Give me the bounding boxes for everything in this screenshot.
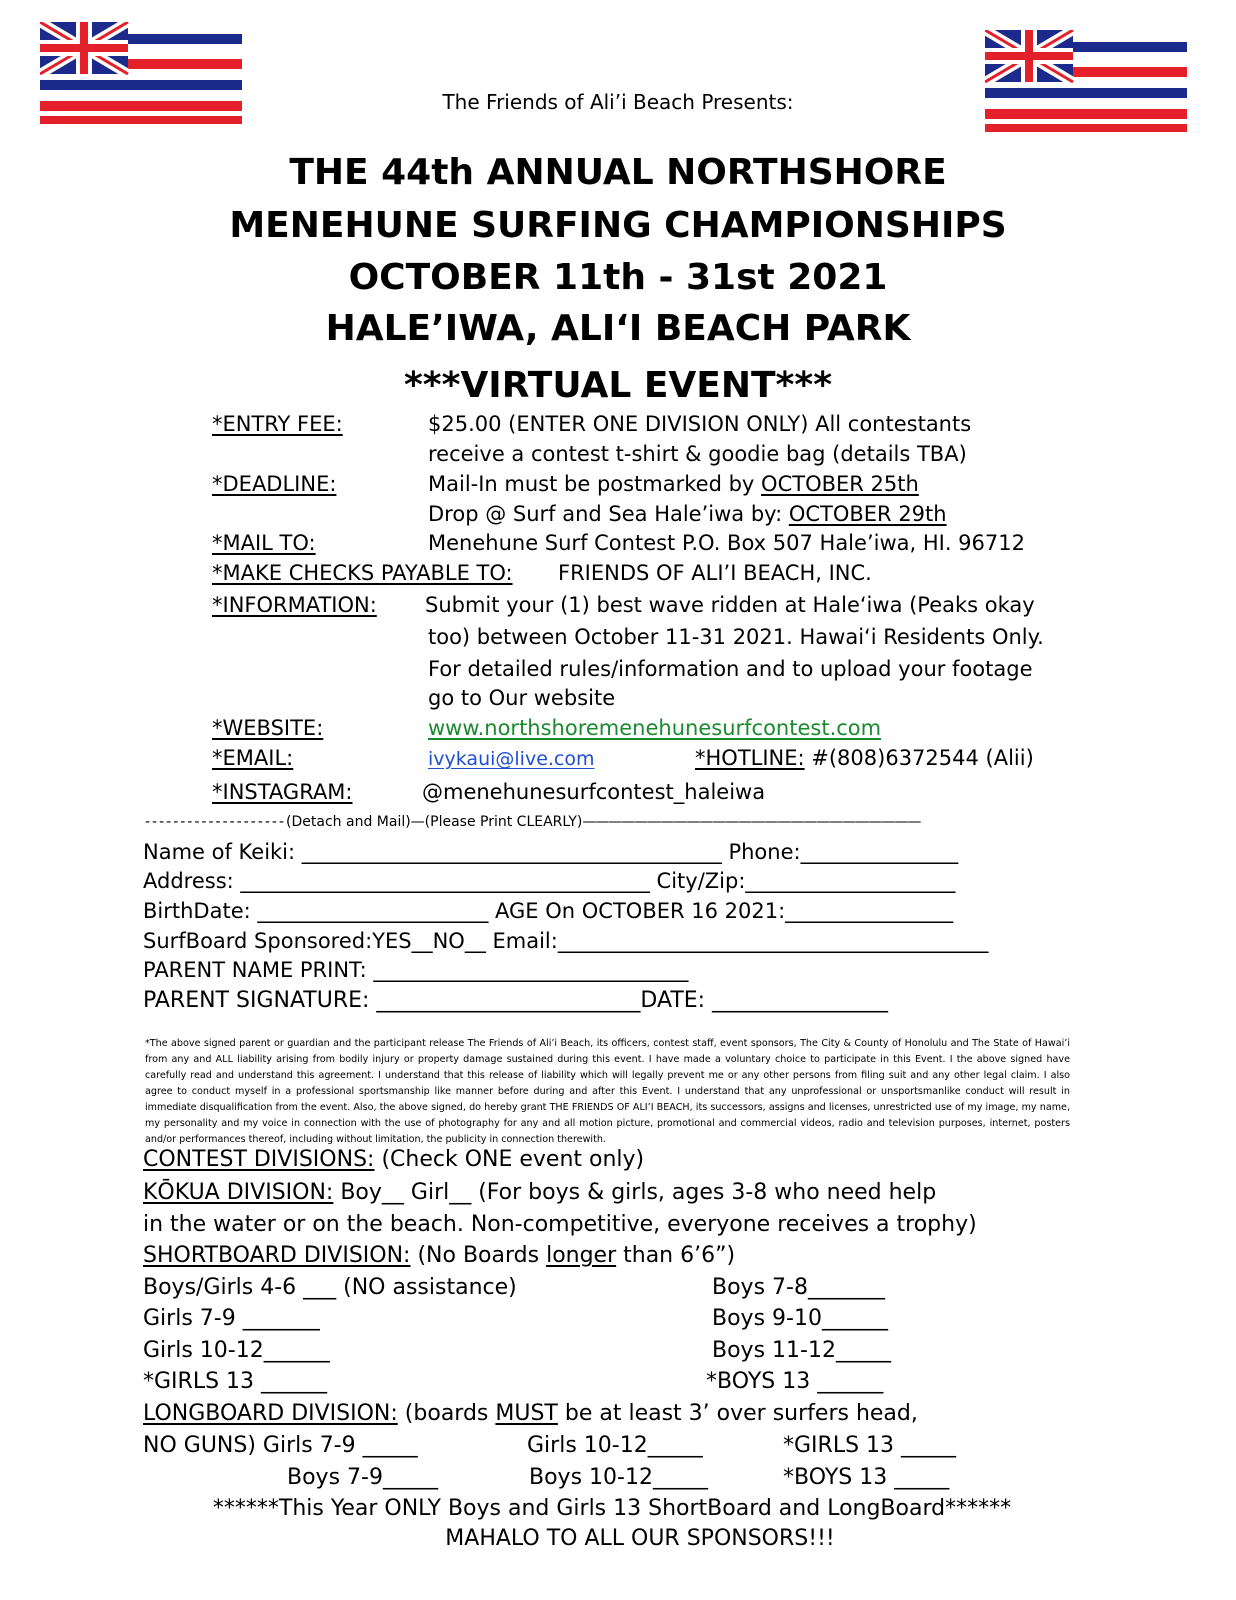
mail-to-address: Menehune Surf Contest P.O. Box 507 Hale’iwa, HI. 96712 (428, 531, 1025, 555)
virtual-event-banner: ***VIRTUAL EVENT*** (403, 365, 833, 406)
kokua-division-line-1: KŌKUA DIVISION: Boy__ Girl__ (For boys & girls, ages 3-8 who need help (143, 1180, 937, 1205)
longboard-division-heading: LONGBOARD DIVISION: (boards MUST be at least 3’ over surfers head, (143, 1401, 918, 1426)
event-location: HALE’IWA, ALI‘I BEACH PARK (325, 308, 911, 349)
longboard-option[interactable]: Boys 7-9_____ (287, 1465, 438, 1490)
kokua-division-line-2: in the water or on the beach. Non-competitive, everyone receives a trophy) (143, 1212, 977, 1237)
checks-payable-value: FRIENDS OF ALI’I BEACH, INC. (558, 561, 872, 585)
email-link[interactable]: ivykaui@live.com (428, 748, 595, 770)
information-line-3: For detailed rules/information and to upload your footage (428, 657, 1033, 681)
longboard-option[interactable]: Boys 10-12_____ (529, 1465, 708, 1490)
title-line-1: THE 44th ANNUAL NORTHSHORE (289, 152, 947, 193)
surfboard-email-field[interactable]: SurfBoard Sponsored:YES__NO__ Email:_________________________________________ (143, 929, 989, 953)
shortboard-option[interactable]: Boys/Girls 4-6 ___ (NO assistance) (143, 1275, 517, 1300)
keiki-name-field[interactable]: Name of Keiki: ________________________________________ Phone:_______________ (143, 840, 959, 864)
instagram-label: *INSTAGRAM: (212, 780, 353, 804)
information-label: *INFORMATION: (212, 593, 377, 617)
address-field[interactable]: Address: _______________________________________ City/Zip:____________________ (143, 869, 956, 893)
presenter-text: The Friends of Ali’i Beach Presents: (442, 90, 794, 114)
sponsors-thanks: MAHALO TO ALL OUR SPONSORS!!! (445, 1526, 835, 1551)
detach-line: --------------------(Detach and Mail)—(Please Print CLEARLY)—————————————————————————— (145, 814, 921, 830)
checks-payable-label: *MAKE CHECKS PAYABLE TO: (212, 561, 513, 585)
shortboard-option[interactable]: Girls 10-12______ (143, 1338, 330, 1363)
shortboard-option[interactable]: Girls 7-9 _______ (143, 1306, 320, 1331)
deadline-line-1: Mail-In must be postmarked by OCTOBER 25th (428, 472, 919, 496)
information-line-2: too) between October 11-31 2021. Hawai‘i Residents Only. (428, 625, 1044, 649)
longboard-option[interactable]: *BOYS 13 _____ (783, 1465, 950, 1490)
hotline: *HOTLINE: #(808)6372544 (Alii) (695, 746, 1034, 770)
contest-divisions-heading: CONTEST DIVISIONS: (Check ONE event only) (143, 1147, 645, 1172)
hawaii-flag-right-icon (985, 30, 1187, 132)
email-label: *EMAIL: (212, 746, 294, 770)
shortboard-option[interactable]: Boys 9-10______ (712, 1306, 888, 1331)
title-line-2: MENEHUNE SURFING CHAMPIONSHIPS (229, 205, 1007, 246)
shortboard-division-heading: SHORTBOARD DIVISION: (No Boards longer than 6’6”) (143, 1243, 736, 1268)
age-13-note: ******This Year ONLY Boys and Girls 13 ShortBoard and LongBoard****** (212, 1496, 1012, 1521)
shortboard-option[interactable]: *BOYS 13 ______ (706, 1369, 884, 1394)
shortboard-option[interactable]: *GIRLS 13 ______ (143, 1369, 328, 1394)
instagram-handle: @menehunesurfcontest_haleiwa (422, 780, 766, 804)
mail-to-label: *MAIL TO: (212, 531, 316, 555)
information-line-4: go to Our website (428, 686, 616, 710)
website-label: *WEBSITE: (212, 716, 324, 740)
liability-release-text: *The above signed parent or guardian and the participant release The Friends of Ali’i Beach, its officers, contest staff, event sponsors, The City & County of Honolulu and The State of Hawai’i from any and ALL liability arising from bodily injury or property damage sustained during this event. I have made a voluntary choice to participate in this Event. I the above signed have carefully read and understand this agreement. I understand that this release of liability which will legally prevent me or any other persons from filing suit and any other legal claim. I also agree to conduct myself in a professional sportsmanship like manner before during and after this Event. I understand that any unprofessional or unsportsmanlike conduct will result in immediate disqualification from the event. Also, the above signed, do hereby grant THE FRIENDS OF ALI’I BEACH, its successors, assigns and licenses, unrestricted use of my image, my name, my personality and my voice in connection with the use of photography for any and all motion picture, promotional and commercial videos, radio and television purposes, internet, posters and/or performances thereof, including without limitation, the publicity in connection therewith. (145, 1038, 1070, 1145)
parent-signature-field[interactable]: PARENT SIGNATURE: ________________________DATE: ________________ (143, 988, 889, 1013)
deadline-line-2: Drop @ Surf and Sea Hale’iwa by: OCTOBER 29th (428, 502, 947, 526)
deadline-label: *DEADLINE: (212, 472, 337, 496)
website-link[interactable]: www.northshoremenehunesurfcontest.com (428, 716, 882, 740)
event-dates: OCTOBER 11th - 31st 2021 (348, 257, 888, 298)
shortboard-option[interactable]: Boys 7-8_______ (712, 1275, 885, 1300)
parent-name-field[interactable]: PARENT NAME PRINT: ______________________________ (143, 958, 689, 982)
entry-fee-line-2: receive a contest t-shirt & goodie bag (details TBA) (428, 442, 967, 466)
entry-fee-label: *ENTRY FEE: (212, 412, 343, 436)
longboard-option[interactable]: *GIRLS 13 _____ (783, 1433, 957, 1458)
birthdate-field[interactable]: BirthDate: ______________________ AGE On OCTOBER 16 2021:________________ (143, 899, 954, 923)
information-line-1: Submit your (1) best wave ridden at Hale‘iwa (Peaks okay (425, 593, 1035, 617)
shortboard-option[interactable]: Boys 11-12_____ (712, 1338, 891, 1363)
entry-fee-line-1: $25.00 (ENTER ONE DIVISION ONLY) All contestants (428, 412, 972, 436)
longboard-option[interactable]: Girls 10-12_____ (527, 1433, 703, 1458)
longboard-option[interactable]: NO GUNS) Girls 7-9 _____ (143, 1433, 418, 1458)
